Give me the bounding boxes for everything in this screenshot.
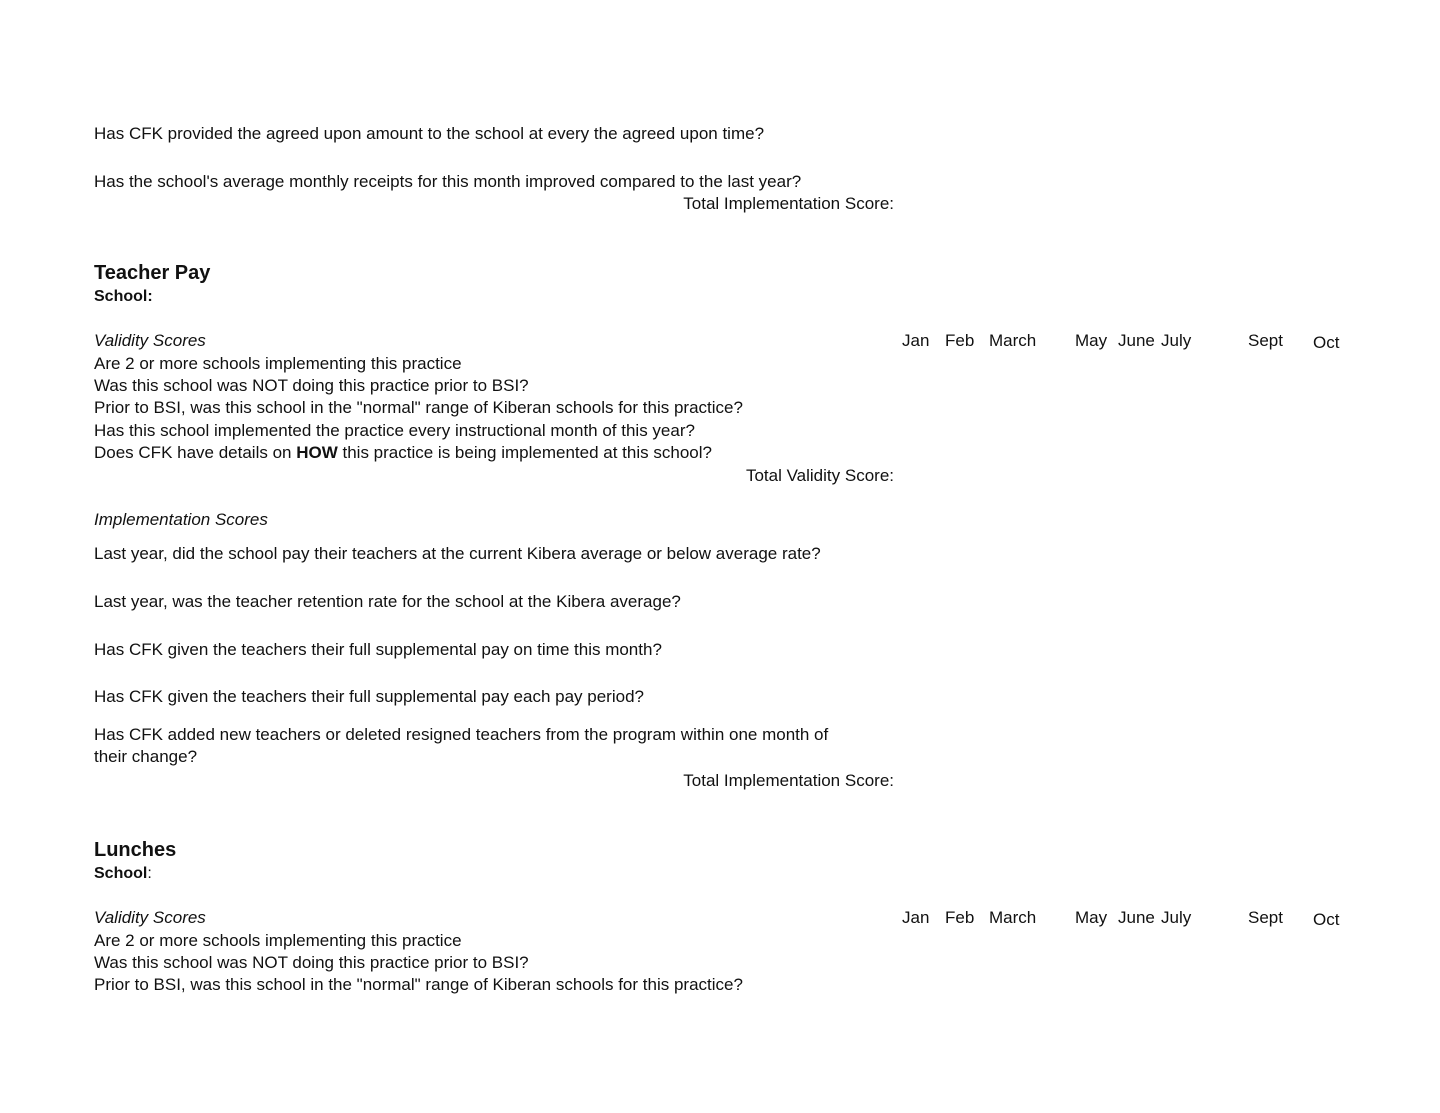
question-agreed-amount: Has CFK provided the agreed upon amount to the school at every the agreed upon time? <box>94 124 765 143</box>
school-label-text: School <box>94 865 148 882</box>
month-oct: Oct <box>1313 910 1340 929</box>
implementation-question: Has CFK added new teachers or deleted resigned teachers from the program within one month of <box>94 725 829 744</box>
validity-question: Are 2 or more schools implementing this practice <box>94 931 462 950</box>
month-jan: Jan <box>902 331 930 350</box>
month-may: May <box>1075 331 1108 350</box>
validity-question: Are 2 or more schools implementing this practice <box>94 354 462 373</box>
month-feb: Feb <box>945 908 975 927</box>
implementation-question: Has CFK given the teachers their full supplemental pay each pay period? <box>94 687 644 706</box>
school-label <box>94 864 152 884</box>
total-implementation-score-label: Total Implementation Score: <box>683 771 894 790</box>
section-title-teacher-pay: Teacher Pay <box>94 262 211 284</box>
month-may: May <box>1075 908 1108 927</box>
month-june: June <box>1118 331 1155 350</box>
question-monthly-receipts: Has the school's average monthly receipts for this month improved compared to the last year? <box>94 172 802 191</box>
implementation-scores-heading: Implementation Scores <box>94 510 268 529</box>
implementation-question-continued: their change? <box>94 747 198 766</box>
section-title-lunches: Lunches <box>94 839 177 861</box>
month-sept: Sept <box>1248 908 1283 927</box>
validity-scores-heading: Validity Scores <box>94 908 206 927</box>
month-june: June <box>1118 908 1155 927</box>
validity-question: Was this school was NOT doing this practice prior to BSI? <box>94 953 529 972</box>
validity-question: Was this school was NOT doing this practice prior to BSI? <box>94 376 529 395</box>
validity-question: Prior to BSI, was this school in the "normal" range of Kiberan schools for this practice? <box>94 975 743 994</box>
month-jan: Jan <box>902 908 930 927</box>
validity-scores-heading: Validity Scores <box>94 331 206 350</box>
validity-question <box>94 442 712 464</box>
month-july: July <box>1161 908 1192 927</box>
school-label: School: <box>94 288 153 305</box>
validity-question: Has this school implemented the practice every instructional month of this year? <box>94 421 695 440</box>
month-march: March <box>989 331 1037 350</box>
implementation-question: Has CFK given the teachers their full supplemental pay on time this month? <box>94 640 662 659</box>
month-march: March <box>989 908 1037 927</box>
validity-question-text: this practice is being implemented at this school? <box>337 443 712 462</box>
total-implementation-score-label: Total Implementation Score: <box>683 194 894 213</box>
validity-question-text: Does CFK have details on <box>94 443 297 462</box>
month-sept: Sept <box>1248 331 1283 350</box>
month-oct: Oct <box>1313 333 1340 352</box>
implementation-question: Last year, did the school pay their teachers at the current Kibera average or below average rate? <box>94 544 821 563</box>
validity-question: Prior to BSI, was this school in the "normal" range of Kiberan schools for this practice? <box>94 398 743 417</box>
implementation-question: Last year, was the teacher retention rate for the school at the Kibera average? <box>94 592 681 611</box>
school-label-colon: : <box>147 865 152 882</box>
month-july: July <box>1161 331 1192 350</box>
total-validity-score-label: Total Validity Score: <box>745 466 894 485</box>
month-feb: Feb <box>945 331 975 350</box>
validity-question-emphasis: HOW <box>296 443 338 462</box>
